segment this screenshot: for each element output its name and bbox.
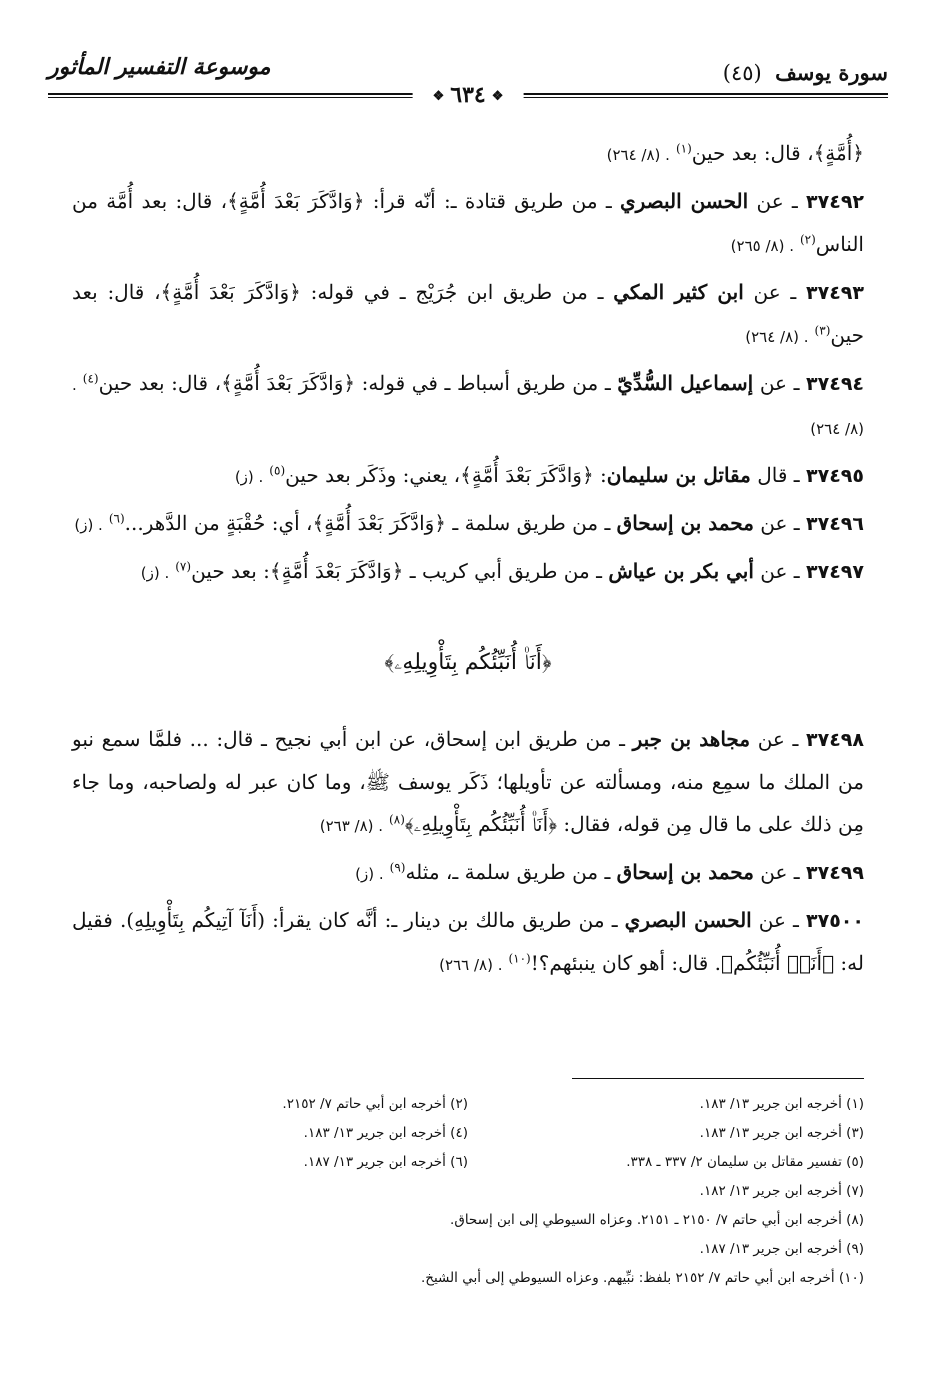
entry-text: : ﴿وَادَّكَرَ بَعْدَ أُمَّةٍ﴾، يعني: وذَكَر بعد حين xyxy=(285,463,607,487)
source-ref: . (٨/ ٢٦٤) xyxy=(72,376,864,438)
footnote-marker: (٧) xyxy=(175,559,192,574)
entry-number: ٣٧٤٩٨ xyxy=(806,729,864,751)
footnote-marker: (٦) xyxy=(108,511,125,526)
narrator-name: أبي بكر بن عياش xyxy=(608,559,754,583)
entry-number: ٣٧٤٩٣ xyxy=(806,282,864,304)
entry-text: ـ من طريق أسباط ـ في قوله: ﴿وَادَّكَرَ بَعْدَ أُمَّةٍ﴾، قال: بعد حين xyxy=(98,371,618,395)
entry-prefix: ـ عن xyxy=(753,860,807,884)
entry-prefix: ـ عن xyxy=(748,189,807,213)
sura-number: (٤٥) xyxy=(722,61,762,85)
narration-entry xyxy=(72,899,864,986)
footnotes xyxy=(72,1090,864,1293)
entry-number: ٣٧٥٠٠ xyxy=(806,910,864,932)
footnote-marker: (١) xyxy=(675,141,692,156)
entry-text: ـ من طريق ابن إسحاق، عن ابن أبي نجيح ـ قال: ... فلمَّا سمع نبو من الملك ما سمِع منه، ومسألته عن تأويلها؛ ذَكَر يوسف ﷺ، وما كان عبر له ولصاحبه، وما جاء مِن ذلك على ما قال مِن قوله، فقال: ﴿أَنَا۠ أُنَبِّئُكُم بِتَأْوِيلِهِۦ﴾ xyxy=(72,727,864,836)
entry-text: ـ من طريق مالك بن دينار ـ: أنَّه كان يقرأ: (أَنَآ آتِيكُم بِتَأْوِيلِهِ). فقيل له: ﴿أَنَا۠ أُنَبِّئُكُم﴾. قال: أهو كان ينبئهم؟! xyxy=(72,908,864,975)
entry-text: ـ من طريق سلمة ـ ﴿وَادَّكَرَ بَعْدَ أُمَّةٍ﴾، أي: حُقْبَةٍ من الدَّهر... xyxy=(124,511,617,535)
page-number: ❖ ٦٣٤ ❖ xyxy=(413,82,524,108)
source-ref: . (٨/ ٢٦٤) xyxy=(745,328,809,346)
narration-entry xyxy=(72,502,864,546)
narrator-name: الحسن البصري xyxy=(624,908,752,932)
footnote-10: (١٠) أخرجه ابن أبي حاتم ٧/ ٢١٥٢ بلفظ: نبِّيهم. وعزاه السيوطي إلى أبي الشيخ. xyxy=(420,1270,864,1286)
footnote-marker: (١٠) xyxy=(508,951,531,966)
narrator-name: الحسن البصري xyxy=(619,189,749,213)
footnote-marker: (٥) xyxy=(269,463,286,478)
sura-heading xyxy=(723,60,888,85)
entry-prefix: ـ عن xyxy=(753,511,807,535)
entry-number: ٣٧٤٩٩ xyxy=(806,862,864,884)
footnote-marker: (٢) xyxy=(799,232,816,247)
book-title: موسوعة التفسير المأثور xyxy=(48,54,271,80)
footnote-marker: (٤) xyxy=(82,371,99,386)
source-ref: . (ز) xyxy=(140,564,170,582)
entry-number: ٣٧٤٩٤ xyxy=(806,373,865,395)
footnote-5: (٥) تفسير مقاتل بن سليمان ٢/ ٣٣٧ ـ ٣٣٨. xyxy=(626,1154,864,1170)
source-ref: . (٨/ ٢٦٦) xyxy=(439,956,503,974)
entry-text: ـ من طريق سلمة ـ، مثله xyxy=(405,860,617,884)
entry-number: ٣٧٤٩٧ xyxy=(806,561,864,583)
entry-text: ـ من طريق قتادة ـ: أنّه قرأ: ﴿وَادَّكَرَ بَعْدَ أُمَّةٍ﴾، قال: بعد أُمَّة من الناس xyxy=(72,189,864,256)
narrator-name: محمد بن إسحاق xyxy=(616,511,754,535)
source-ref: . (٨/ ٢٦٣) xyxy=(319,817,384,835)
footnote-1: (١) أخرجه ابن جرير ١٣/ ١٨٣. xyxy=(699,1096,864,1112)
narration-entry xyxy=(72,362,864,450)
narrator-name: مقاتل بن سليمان xyxy=(606,463,751,487)
source-ref: . (ز) xyxy=(74,516,103,534)
intro-text: ، قال: بعد حين xyxy=(691,141,814,165)
footnote-2: (٢) أخرجه ابن أبي حاتم ٧/ ٢١٥٢. xyxy=(282,1096,468,1112)
intro-paragraph xyxy=(72,132,864,176)
footnote-8: (٨) أخرجه ابن أبي حاتم ٧/ ٢١٥٠ ـ ٢١٥١. وعزاه السيوطي إلى ابن إسحاق. xyxy=(450,1212,864,1228)
footnote-marker: (٩) xyxy=(389,860,406,875)
narrator-name: إسماعيل السُّدِّيّ xyxy=(617,371,754,395)
narrator-name: محمد بن إسحاق xyxy=(616,860,754,884)
entry-prefix: ـ قال xyxy=(750,463,807,487)
quran-quote: ﴿أُمَّةٍ﴾ xyxy=(813,141,864,165)
source-ref: . (ز) xyxy=(234,468,264,486)
footnote-marker: (٨) xyxy=(389,812,405,827)
narration-entry xyxy=(72,454,864,498)
entry-prefix: ـ عن xyxy=(753,559,807,583)
entry-number: ٣٧٤٩٥ xyxy=(806,465,864,487)
source-ref: . (ز) xyxy=(355,865,384,883)
page-body xyxy=(72,132,864,990)
sura-name: سورة يوسف xyxy=(775,60,888,85)
entry-text: ـ من طريق ابن جُرَيْج ـ في قوله: ﴿وَادَّكَرَ بَعْدَ أُمَّةٍ﴾، قال: بعد حين xyxy=(72,280,864,347)
section-heading: ﴿أَنَا۠ أُنَبِّئُكُم بِتَأْوِيلِهِۦ﴾ xyxy=(384,650,552,675)
entry-number: ٣٧٤٩٦ xyxy=(806,513,864,535)
footnote-row xyxy=(72,1119,864,1148)
footnote-separator xyxy=(572,1078,864,1079)
narrator-name: ابن كثير المكي xyxy=(613,280,744,304)
source-ref: . (٨/ ٢٦٤) xyxy=(606,146,670,164)
page-header xyxy=(48,52,888,110)
entry-text: ـ من طريق أبي كريب ـ ﴿وَادَّكَرَ بَعْدَ أُمَّةٍ﴾: بعد حين xyxy=(191,559,609,583)
narration-entry xyxy=(72,271,864,358)
footnote-4: (٤) أخرجه ابن جرير ١٣/ ١٨٣. xyxy=(303,1125,468,1141)
entry-prefix: ـ عن xyxy=(743,280,807,304)
footnote-marker: (٣) xyxy=(814,323,831,338)
footnote-row xyxy=(72,1148,864,1177)
footnote-3: (٣) أخرجه ابن جرير ١٣/ ١٨٣. xyxy=(699,1125,864,1141)
narration-entry xyxy=(72,851,864,895)
footnote-7: (٧) أخرجه ابن جرير ١٣/ ١٨٢. xyxy=(699,1183,864,1199)
entry-prefix: ـ عن xyxy=(750,727,807,751)
entry-number: ٣٧٤٩٢ xyxy=(806,191,865,213)
narration-entry xyxy=(72,718,864,847)
narration-entry xyxy=(72,180,864,267)
narration-entry xyxy=(72,550,864,594)
footnote-6: (٦) أخرجه ابن جرير ١٣/ ١٨٧. xyxy=(303,1154,468,1170)
entry-prefix: ـ عن xyxy=(751,908,807,932)
footnote-9: (٩) أخرجه ابن جرير ١٣/ ١٨٧. xyxy=(699,1241,864,1257)
footnote-row xyxy=(72,1090,864,1119)
source-ref: . (٨/ ٢٦٥) xyxy=(730,237,794,255)
entry-prefix: ـ عن xyxy=(753,371,807,395)
narrator-name: مجاهد بن جبر xyxy=(632,727,751,751)
